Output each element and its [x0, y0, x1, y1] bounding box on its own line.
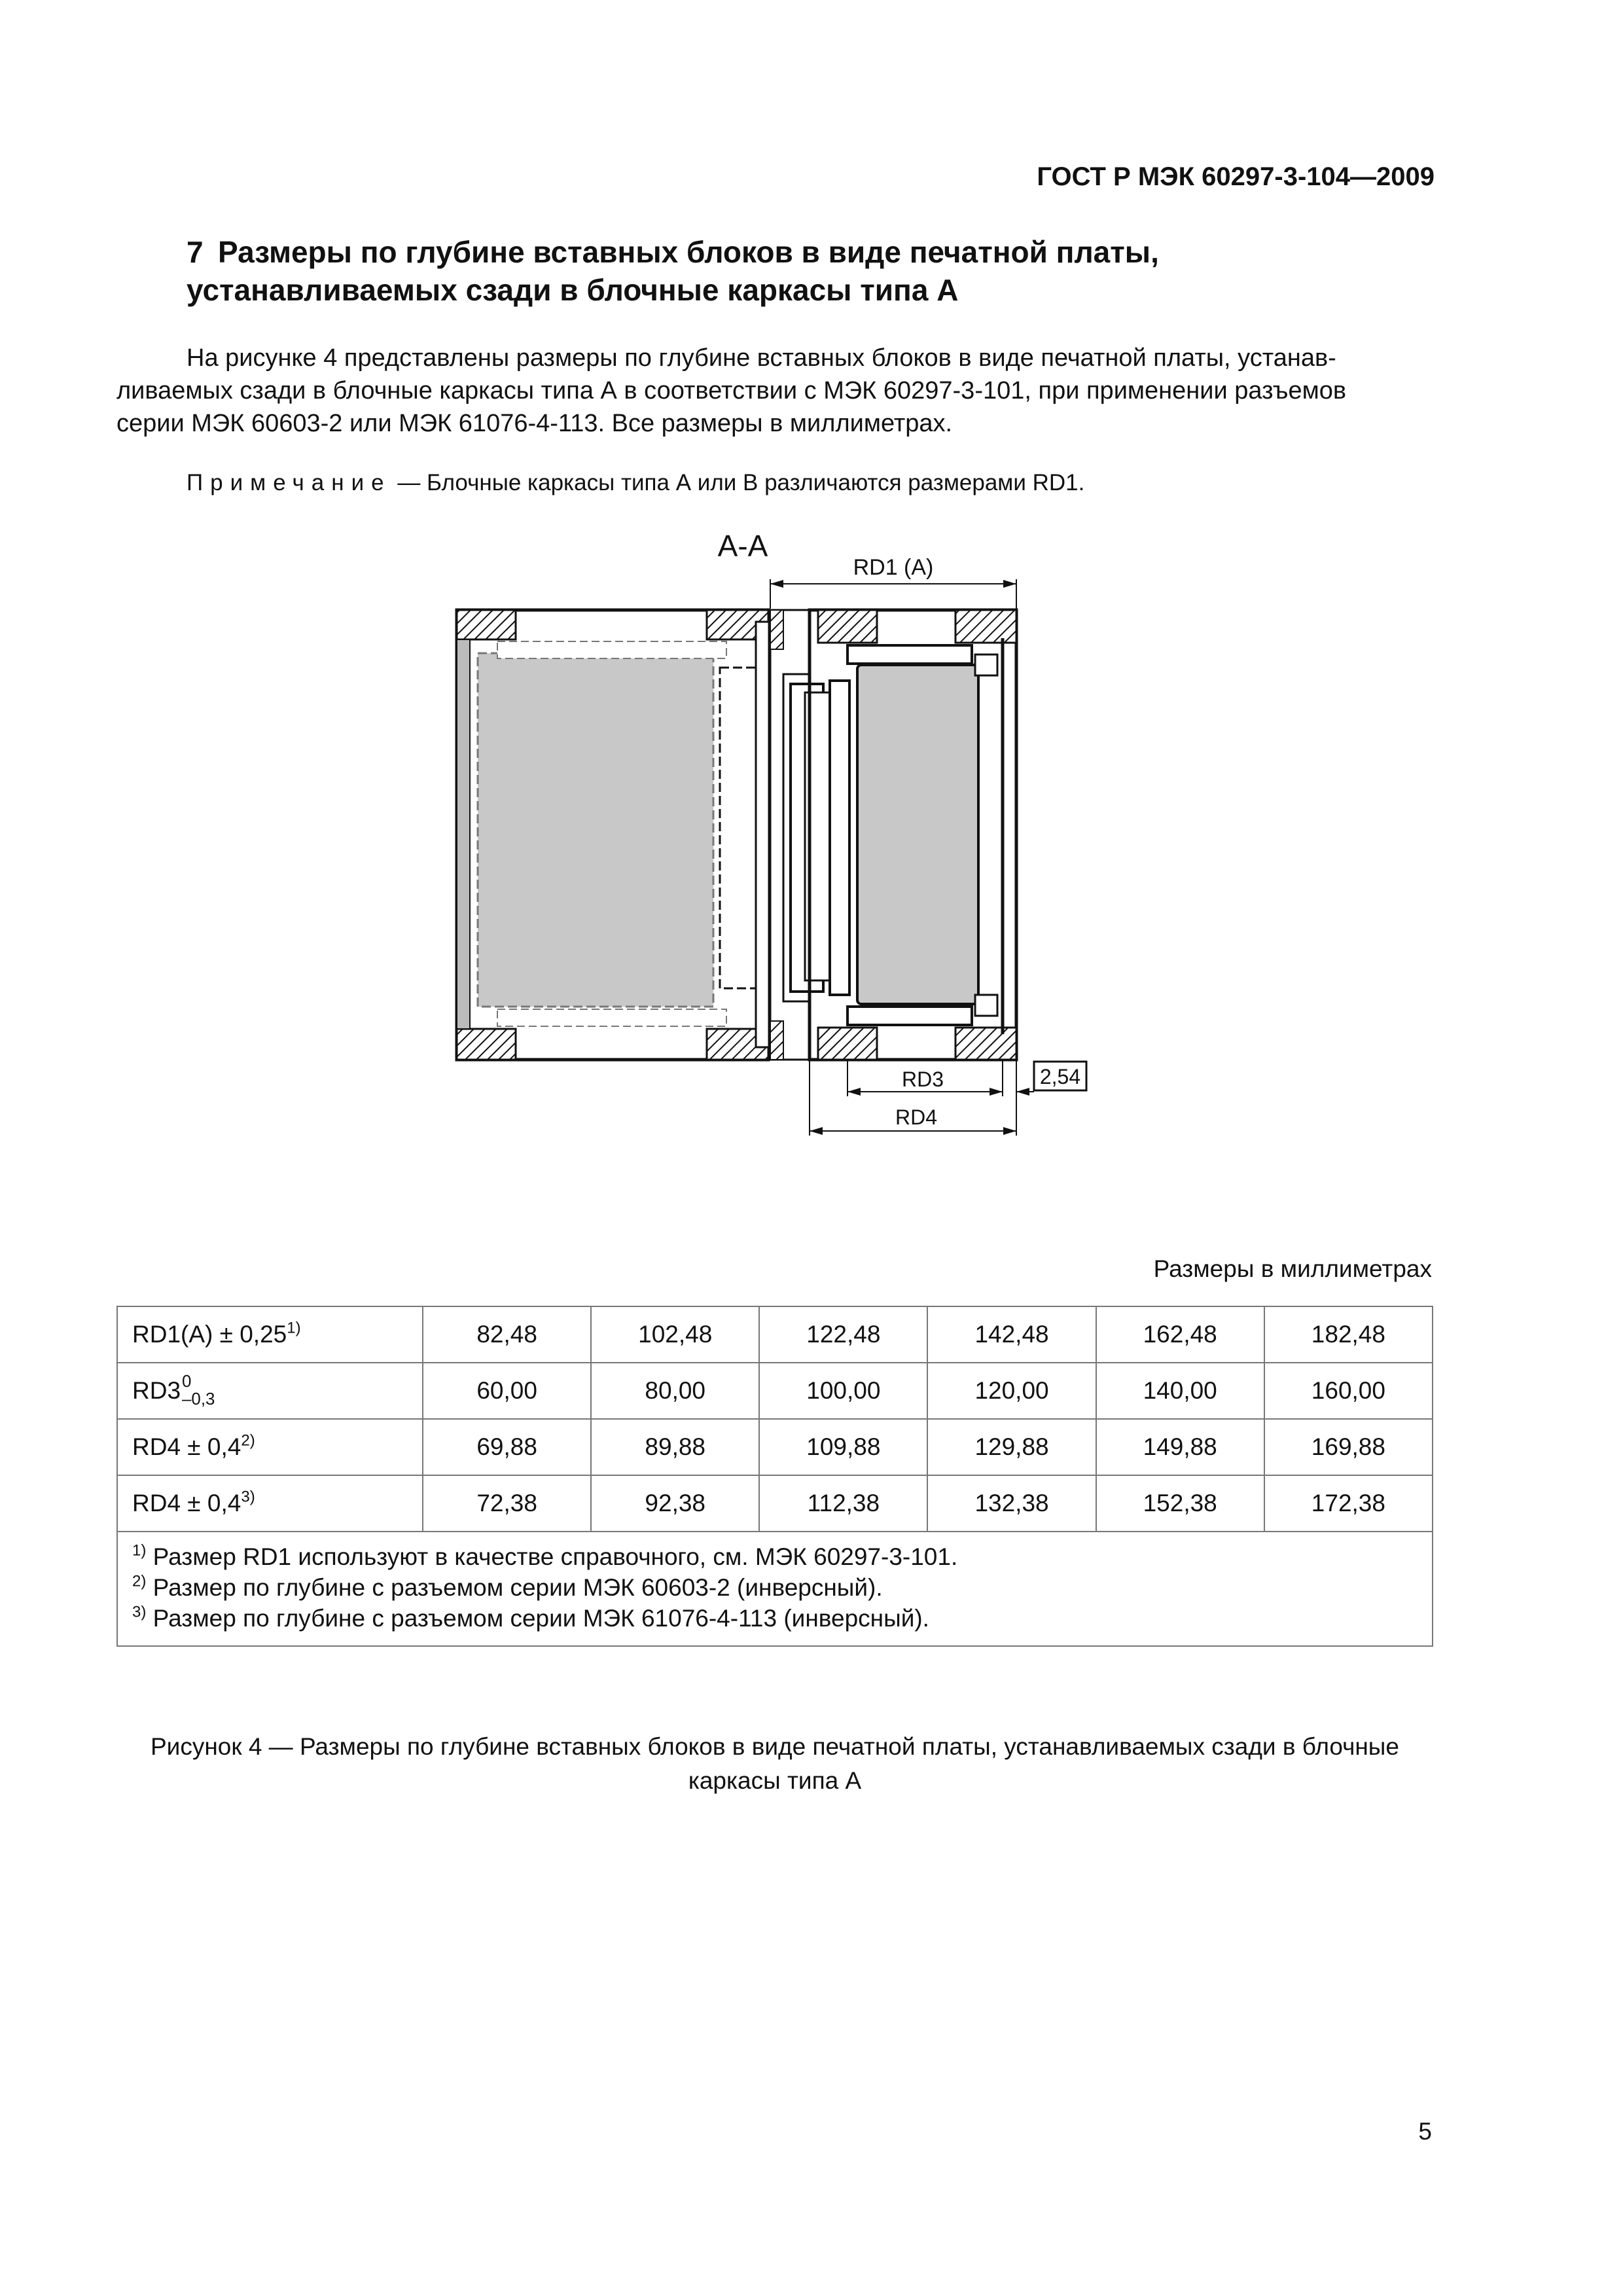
table-cell: 69,88: [423, 1419, 591, 1475]
tolerance-label: 2,54: [1039, 1065, 1081, 1088]
footnote: $^{1)}$ Размер RD1 используют в качестве справочного, см. МЭК 60297-3-101.: [132, 1541, 958, 1570]
table-cell: 102,48: [591, 1306, 759, 1363]
table-cell: 120,00: [927, 1363, 1096, 1419]
table-cell: 142,48: [927, 1306, 1096, 1363]
table-footnotes: [117, 1532, 1433, 1646]
paragraph-line-3: серии МЭК 60603-2 или МЭК 61076-4-113. Все размеры в миллиметрах.: [116, 410, 953, 437]
note-text: — Блочные каркасы типа А или В различаются размерами RD1.: [391, 470, 1085, 495]
footnote: $^{3)}$ Размер по глубине с разъемом серии МЭК 61076-4-113 (инверсный).: [132, 1603, 929, 1632]
dimensions-table: [116, 1306, 1433, 1647]
table-cell: 112,38: [759, 1475, 927, 1532]
table-cell: 182,48: [1264, 1306, 1433, 1363]
paragraph-line-2: ливаемых сзади в блочные каркасы типа А в соответствии с МЭК 60297-3-101, при применении разъемов: [116, 377, 1347, 404]
table-cell: 80,00: [591, 1363, 759, 1419]
table-row: [117, 1475, 1433, 1532]
section-number: 7: [187, 235, 204, 269]
table-cell: 162,48: [1096, 1306, 1264, 1363]
body-paragraph-lines: [116, 342, 1433, 440]
table-cell: 169,88: [1264, 1419, 1433, 1475]
section-heading: [187, 233, 1430, 309]
page-number: 5: [1418, 2118, 1432, 2145]
table-cell: 60,00: [423, 1363, 591, 1419]
rd3-dimension: [847, 1060, 1086, 1096]
section-label: А-А: [717, 529, 768, 563]
table-cell: 132,38: [927, 1475, 1096, 1532]
rd1-label: RD1 (A): [853, 555, 934, 580]
caption-line-2: каркасы типа А: [688, 1767, 862, 1794]
table-cell: 160,00: [1264, 1363, 1433, 1419]
table-cell: 149,88: [1096, 1419, 1264, 1475]
rd1-dimension: [770, 555, 1016, 609]
note-label: Примечание: [187, 470, 391, 495]
depth-dimensions-drawing: [452, 517, 1106, 1172]
row-label: RD3 0 –0,3: [117, 1363, 423, 1419]
section-title-line1: Размеры по глубине вставных блоков в виде печатной платы,: [218, 235, 1159, 269]
rd3-label: RD3: [901, 1067, 944, 1091]
paragraph-line-1: На рисунке 4 представлены размеры по глубине вставных блоков в виде печатной платы, устанав-: [187, 344, 1336, 372]
section-title-line2: устанавливаемых сзади в блочные каркасы типа А: [187, 273, 959, 307]
row-label: $RD4 \pm 0,4^{2)}$: [117, 1419, 423, 1475]
table-cell: 140,00: [1096, 1363, 1264, 1419]
document-number: ГОСТ Р МЭК 60297-3-104—2009: [1037, 162, 1435, 191]
table-cell: 72,38: [423, 1475, 591, 1532]
table-cell: 82,48: [423, 1306, 591, 1363]
footnote: $^{2)}$ Размер по глубине с разъемом серии МЭК 60603-2 (инверсный).: [132, 1572, 883, 1601]
note: [187, 470, 1084, 496]
left-unit: [457, 610, 769, 1060]
units-note: Размеры в миллиметрах: [1153, 1255, 1432, 1282]
table-cell: 92,38: [591, 1475, 759, 1532]
rd4-label: RD4: [895, 1105, 938, 1129]
table-cell: 122,48: [759, 1306, 927, 1363]
table-cell: 100,00: [759, 1363, 927, 1419]
row-label: $RD4 \pm 0,4^{3)}$: [117, 1475, 423, 1532]
table-row: [117, 1419, 1433, 1475]
table-cell: 109,88: [759, 1419, 927, 1475]
figure-caption: [116, 1730, 1433, 1798]
table-row: [117, 1306, 1433, 1363]
table-cell: 152,38: [1096, 1475, 1264, 1532]
row-label: $RD1(А) \pm 0,25^{1)}$: [117, 1306, 423, 1363]
table-cell: 129,88: [927, 1419, 1096, 1475]
table-cell: 89,88: [591, 1419, 759, 1475]
table-cell: 172,38: [1264, 1475, 1433, 1532]
table-row: [117, 1363, 1433, 1419]
caption-line-1: Рисунок 4 — Размеры по глубине вставных блоков в виде печатной платы, устанавливаемых сзади в блочные: [151, 1733, 1399, 1760]
table-footnotes-row: [117, 1532, 1433, 1646]
